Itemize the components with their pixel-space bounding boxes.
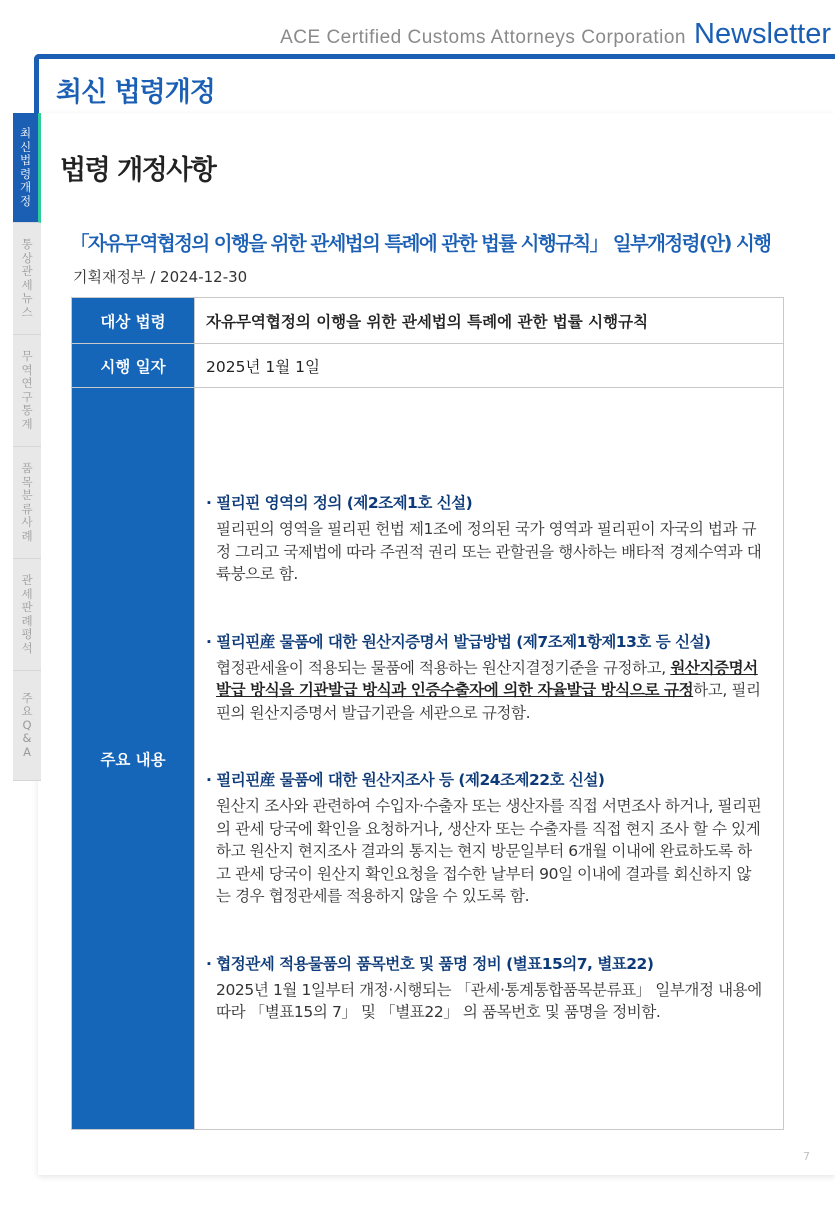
side-tab-char: 통 <box>21 237 33 251</box>
side-tab-char: 세 <box>21 277 33 292</box>
content-item <box>206 491 763 586</box>
effective-date-value: 2025년 1월 1일 <box>195 344 784 388</box>
side-tab-char: 통 <box>21 403 33 417</box>
side-tab-char: 법 <box>19 153 32 167</box>
newsletter-title: Newsletter <box>694 18 831 50</box>
target-law-value: 자유무역협정의 이행을 위한 관세법의 특례에 관한 법률 시행규칙 <box>195 298 784 344</box>
body-text: 협정관세율이 적용되는 물품에 적용하는 원산지결정기준을 규정하고, <box>216 658 671 677</box>
side-tab-char: 정 <box>19 193 32 208</box>
article-title: 「자유무역협정의 이행을 위한 관세법의 특례에 관한 법률 시행규칙」 일부개정령(안) 시행 <box>70 232 771 255</box>
content-item-heading: · 필리핀産 물품에 대한 원산지증명서 발급방법 (제7조제1항제13호 등 신설) <box>206 632 711 651</box>
side-tab-char: 관 <box>21 264 33 278</box>
body-text: 필리핀의 영역을 필리핀 헌법 제1조에 정의된 국가 영역과 필리핀이 자국의 법과 규정 그리고 국제법에 따라 주권적 권리 또는 관할권을 행사하는 배타적 경제수역과 대륙붕으로 함. <box>216 520 762 583</box>
content-item <box>206 630 763 725</box>
table-row <box>72 344 784 388</box>
side-tab-char: 요 <box>21 704 33 719</box>
side-tab-char: Q <box>22 717 32 732</box>
target-law-label: 대상 법령 <box>72 298 195 344</box>
body-text: 원산지 조사와 관련하여 수입자·수출자 또는 생산자를 직접 서면조사 하거나, 필리핀의 관세 당국에 확인을 요청하거나, 생산자 또는 수출자를 직접 현지 조사 할 수 있게하고 원산지 현지조사 결과의 통지는 현지 방문일부터 6개월 이내에 완료하도록 하고 관세 당국이 원산지 확인요청을 접수한 날부터 90일 이내에 결과를 회신하지 않는 경우 협정관세를 적용하지 않을 수 있도록 함. <box>216 797 762 905</box>
table-row <box>72 298 784 344</box>
side-tab-classification-cases[interactable] <box>13 447 41 559</box>
content-item-heading: · 협정관세 적용물품의 품목번호 및 품명 정비 (별표15의7, 별표22) <box>206 954 654 973</box>
side-tab-char: 례 <box>21 528 33 543</box>
side-tab-char: 신 <box>19 139 32 154</box>
side-tab-char: 상 <box>21 250 33 265</box>
article-meta: 기획재정부 / 2024-12-30 <box>73 268 248 286</box>
content-item-heading: · 필리핀 영역의 정의 (제2조제1호 신설) <box>206 494 473 512</box>
side-tab-char: 석 <box>21 640 33 655</box>
side-tab-char: 주 <box>21 690 33 705</box>
page-number: 7 <box>803 1150 810 1163</box>
content-item-body <box>206 979 763 1024</box>
content-item <box>206 768 763 908</box>
side-tab-char: 분 <box>21 488 33 502</box>
side-tab-char: 최 <box>19 126 32 140</box>
side-tab-char: 연 <box>21 376 33 390</box>
side-tab-case-review[interactable] <box>13 559 41 671</box>
side-tab-char: A <box>23 744 31 759</box>
side-tab-char: 품 <box>21 461 33 475</box>
table-row <box>72 388 784 1130</box>
body-text: 2025년 1월 1일부터 개정·시행되는 「관세·통계통합품목분류표」 일부개정 내용에 따라 「별표15의 7」 및 「별표22」 의 품목번호 및 품명을 정비함. <box>216 980 762 1021</box>
main-content-label: 주요 내용 <box>72 388 195 1130</box>
side-tab-trade-stats[interactable] <box>13 335 41 447</box>
frame-line-top <box>34 54 835 59</box>
company-name: ACE Certified Customs Attorneys Corporation <box>280 27 686 48</box>
side-tab-trade-news[interactable] <box>13 223 41 335</box>
side-tab-char: 류 <box>21 501 33 516</box>
side-tab-char: 구 <box>21 389 33 404</box>
body-text-emphasis: 원산지증명서 발급 방식을 기관발급 방식과 인증수출자에 의한 자율발급 방식으로 규정 <box>216 658 758 699</box>
side-tab-char: 역 <box>21 362 33 377</box>
frame-line-left <box>34 54 39 114</box>
newsletter-header <box>280 18 831 51</box>
main-content-cell <box>195 388 784 1130</box>
content-item-body <box>206 518 763 586</box>
law-info-table <box>71 297 784 1130</box>
side-tab-law-revision[interactable] <box>13 113 41 223</box>
content-item-body <box>206 657 763 725</box>
section-title: 최신 법령개정 <box>56 77 215 108</box>
body-text: 하고, 필리핀의 원산지증명서 발급기관을 세관으로 규정함. <box>216 681 761 722</box>
side-tab-char: 판 <box>21 600 33 614</box>
side-tab-char: 령 <box>19 166 32 181</box>
side-tab-char: 계 <box>21 416 33 431</box>
side-tab-char: 평 <box>21 627 33 641</box>
side-tab-char: 스 <box>21 304 33 319</box>
side-tab-char: 사 <box>21 515 33 529</box>
content-item-heading: · 필리핀産 물품에 대한 원산지조사 등 (제24조제22호 신설) <box>206 771 605 789</box>
side-tab-char: & <box>22 731 32 746</box>
content-item <box>206 952 763 1024</box>
side-tab-char: 개 <box>19 180 32 194</box>
side-tab-char: 세 <box>21 586 33 601</box>
side-tab-char: 무 <box>21 349 33 363</box>
subsection-title: 법령 개정사항 <box>60 155 216 186</box>
side-tab-nav <box>13 113 41 781</box>
side-tab-char: 례 <box>21 613 33 628</box>
side-tab-char: 관 <box>21 573 33 587</box>
content-item-body <box>206 795 763 908</box>
side-tab-qna[interactable] <box>13 671 41 781</box>
side-tab-char: 뉴 <box>21 291 33 305</box>
side-tab-char: 목 <box>21 474 33 489</box>
effective-date-label: 시행 일자 <box>72 344 195 388</box>
